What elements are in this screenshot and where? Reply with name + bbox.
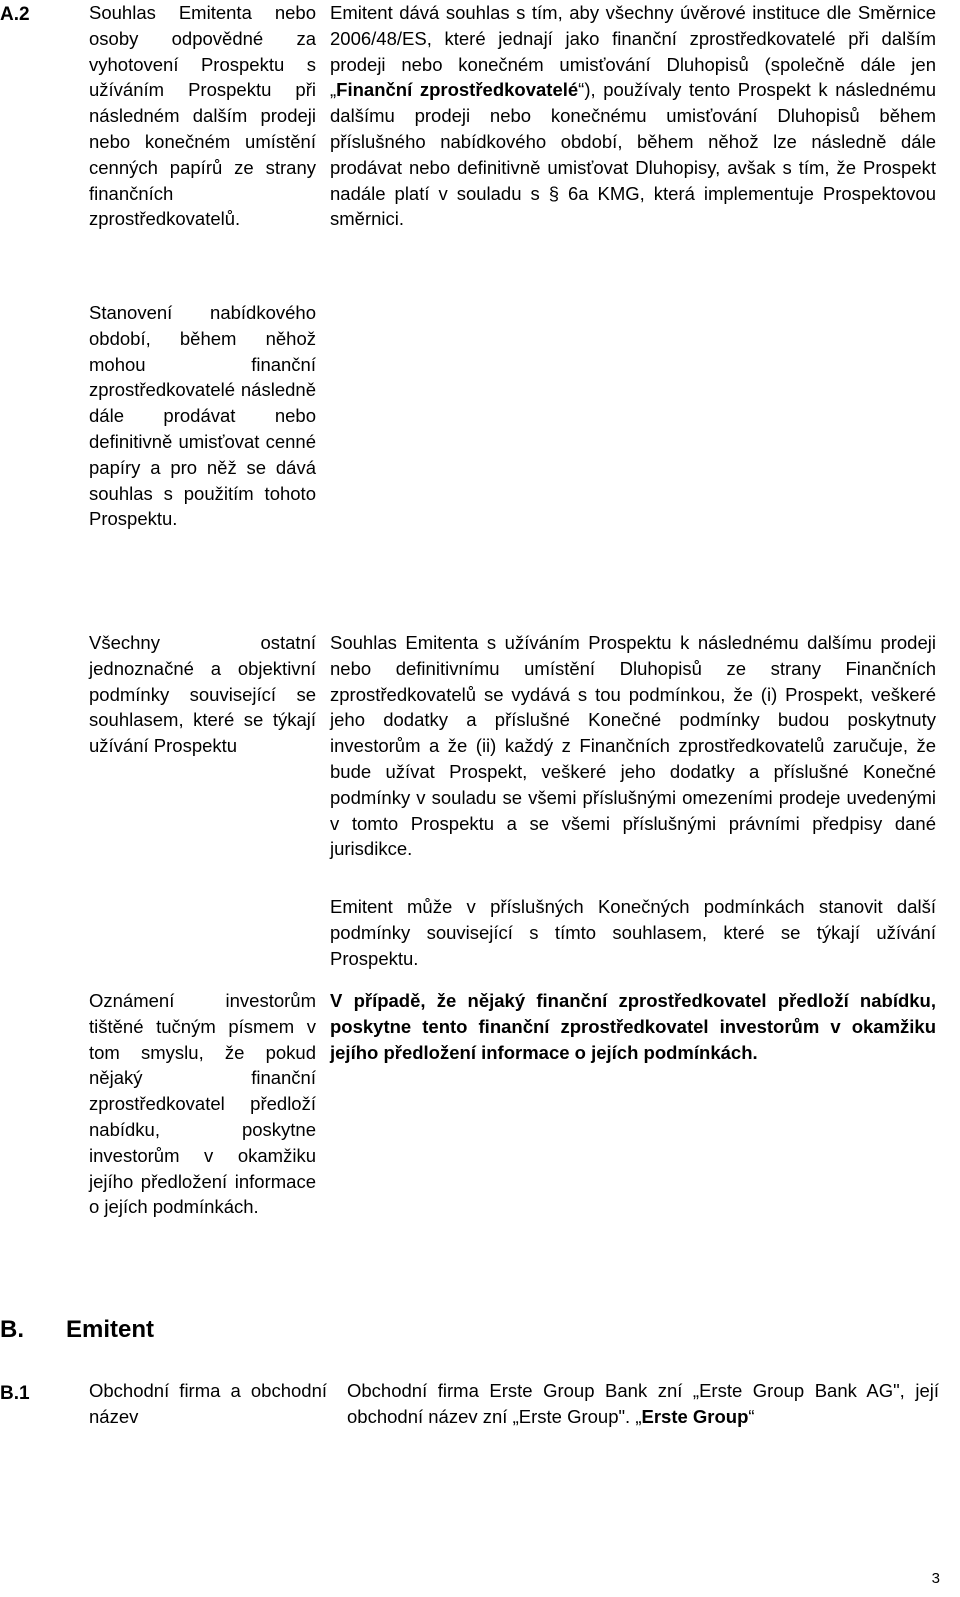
page-number: 3: [931, 1570, 940, 1587]
b1-right-text-part1: Obchodní firma Erste Group Bank zní „Erste Group Bank AG", její obchodní název zní „Erste Group". „: [347, 1380, 939, 1427]
a2-left-notice-label: Oznámení investorům tištěné tučným písmem v tom smyslu, že pokud nějaký finanční zprostředkovatel předloží nabídku, poskytne investorům v okamžiku jejího předložení informace o jejích podmínkách.: [89, 990, 316, 1218]
consent-text-part1: Emitent dává souhlas s tím, aby všechny úvěrové instituce dle Směrnice 2006/48/ES, které jednají jako finanční zprostředkovatelé při dalším prodeji nebo konečném umisťování Dluhopisů (společně dále jen „: [330, 2, 936, 101]
consent-text-part2: “), používaly tento Prospekt k následnému dalšímu prodeji nebo konečnému umisťování Dluhopisů během příslušného nabídkového období, během něhož lze následně dále prodávat nebo definitivně umisťovat Dluhopisy, avšak s tím, že Prospekt nadále platí v souladu s § 6a KMG, která implementuje Prospektovou směrnici.: [330, 79, 936, 230]
section-number-b1: B.1: [0, 1383, 30, 1404]
a2-right-further-conditions-text: Emitent může v příslušných Konečných podmínkách stanovit další podmínky související s tímto souhlasem, které se týkají užívání Prospektu.: [330, 896, 936, 969]
b1-right-text: [347, 1378, 939, 1430]
b1-right-text-part2: “: [748, 1405, 755, 1427]
section-title-emitent: Emitent: [66, 1316, 155, 1343]
section-number-a2: A.2: [0, 4, 30, 25]
b1-right-defined-term: Erste Group: [641, 1405, 749, 1427]
a2-left-conditions-label: Všechny ostatní jednoznačné a objektivní podmínky související se souhlasem, které se týkají užívání Prospektu: [89, 632, 316, 757]
a2-right-conditions-text: Souhlas Emitenta s užíváním Prospektu k následnému dalšímu prodeji nebo definitivnímu umístění Dluhopisů ze strany Finančních zprostředkovatelů se vydává s tou podmínkou, že (i) Prospekt, veškeré jeho dodatky a příslušné Konečné podmínky budou poskytnuty investorům a že (ii) každý z Finančních zprostředkovatelů zaručuje, že bude užívat Prospekt, veškeré jeho dodatky a příslušné Konečné podmínky v souladu se všemi příslušnými omezeními prodeje uvedenými v tomto Prospektu a se všemi příslušnými právními předpisy dané jurisdikce.: [330, 632, 936, 860]
a2-right-consent-text: [330, 0, 936, 232]
section-number-b: B.: [0, 1316, 24, 1343]
a2-left-consent-label: Souhlas Emitenta nebo osoby odpovědné za vyhotovení Prospektu s užíváním Prospektu při následném dalším prodeji nebo konečném umístění cenných papírů ze strany finančních zprostředkovatelů.: [89, 2, 316, 230]
a2-left-offer-period-label: Stanovení nabídkového období, během něhož mohou finanční zprostředkovatelé následně dále prodávat nebo definitivně umisťovat cenné papíry a pro něž se dává souhlas s použitím tohoto Prospektu.: [89, 302, 316, 530]
consent-text-defined-term: Finanční zprostředkovatelé: [336, 79, 579, 101]
a2-right-investor-notice-text: V případě, že nějaký finanční zprostředkovatel předloží nabídku, poskytne tento finanční zprostředkovatel investorům v okamžiku jejího předložení informace o jejích podmínkách.: [330, 990, 936, 1063]
b1-left-label: Obchodní firma a obchodní název: [89, 1380, 327, 1427]
